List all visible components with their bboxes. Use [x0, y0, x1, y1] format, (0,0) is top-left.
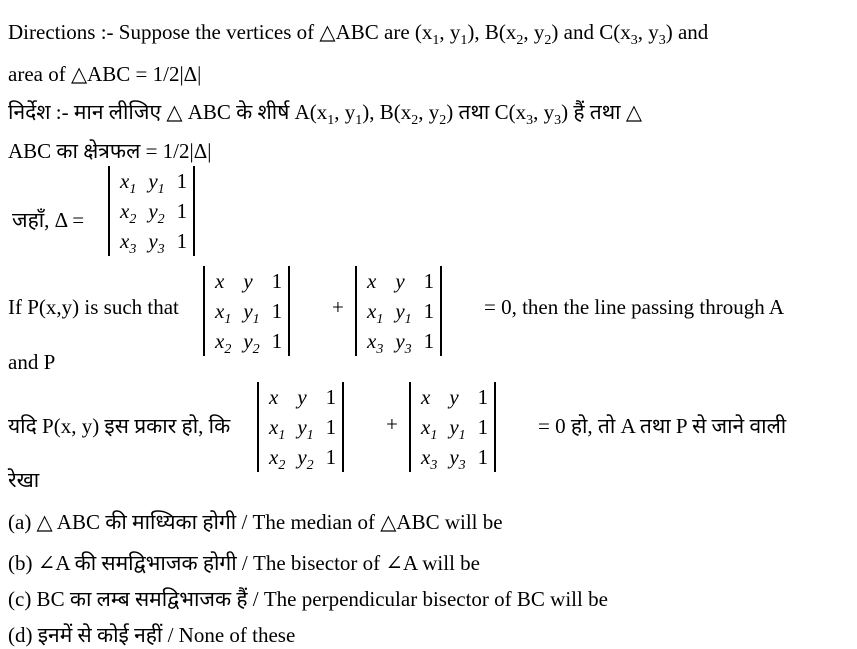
plus-sign: + — [332, 295, 344, 319]
hindi-determinant-1: x y 1 $x_1$ $y_1$ 1 $x_2$ $y_2$ 1 — [257, 382, 344, 472]
if-label: If P(x,y) is such that — [8, 295, 179, 319]
where-label: जहाँ, Δ = — [12, 208, 85, 232]
hindi-tail: = 0 हो, तो A तथा P से जाने वाली — [538, 414, 787, 438]
delta-determinant: $x_1$ $y_1$ 1 $x_2$ $y_2$ 1 $x_3$ $y_3$ 1 — [108, 166, 195, 256]
rekha: रेखा — [8, 468, 40, 492]
if-tail: = 0, then the line passing through A — [484, 295, 784, 319]
and-p: and P — [8, 350, 56, 374]
hindi-determinant-2: x y 1 $x_1$ $y_1$ 1 $x_3$ $y_3$ 1 — [409, 382, 496, 472]
option-d[interactable]: (d) इनमें से कोई नहीं / None of these — [8, 623, 296, 647]
hindi-if-label: यदि P(x, y) इस प्रकार हो, कि — [8, 414, 231, 438]
directions-hindi-line-2: ABC का क्षेत्रफल = 1/2|Δ| — [8, 139, 212, 163]
condition-determinant-2: x y 1 $x_1$ $y_1$ 1 $x_3$ $y_3$ 1 — [355, 266, 442, 356]
condition-determinant-1: x y 1 $x_1$ $y_1$ 1 $x_2$ $y_2$ 1 — [203, 266, 290, 356]
directions-line-2: area of △ABC = 1/2|Δ| — [8, 62, 202, 86]
option-a[interactable]: (a) △ ABC की माध्यिका होगी / The median of △ABC will be — [8, 510, 503, 534]
option-b[interactable]: (b) ∠A की समद्विभाजक होगी / The bisector of ∠A will be — [8, 551, 480, 575]
option-c[interactable]: (c) BC का लम्ब समद्विभाजक हैं / The perpendicular bisector of BC will be — [8, 587, 608, 611]
directions-hindi-line-1: निर्देश :- मान लीजिए △ ABC के शीर्ष $A(x_1$, $y_1$), $B(x_2$, $y_2$) तथा $C(x_3$, $y_3$) हैं तथा △ — [8, 100, 642, 128]
directions-line-1: Directions :- Suppose the vertices of △ABC are ($x_1$, $y_1$), $B(x_2$, $y_2$) and $C(x_3$, $y_3$) and — [8, 20, 709, 48]
hindi-plus-sign: + — [386, 412, 398, 436]
